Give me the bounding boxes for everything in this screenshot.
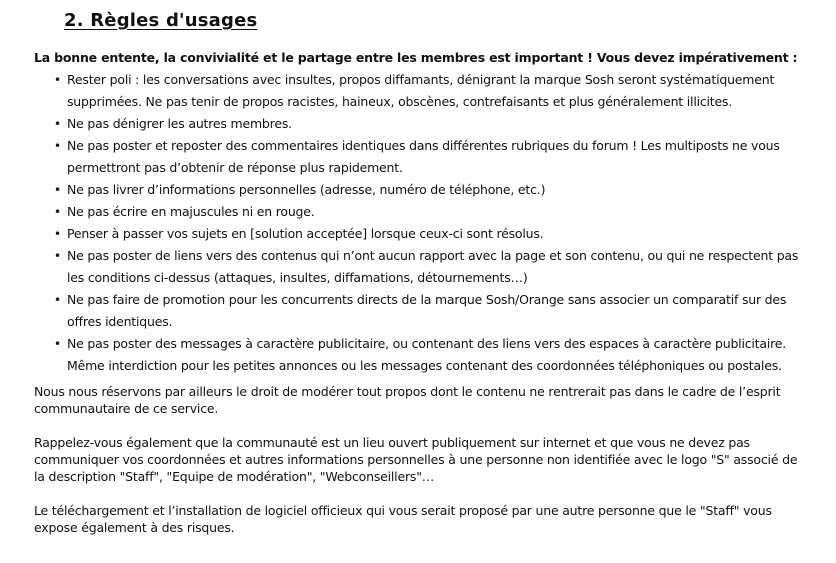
list-item xyxy=(34,289,806,333)
rule-text: Ne pas livrer d’informations personnelles (adresse, numéro de téléphone, etc.) xyxy=(67,182,546,197)
bullet-icon: • xyxy=(54,205,61,219)
rule-text: Ne pas poster de liens vers des contenus qui n’ont aucun rapport avec la page et son contenu, ou qui ne respectent pas les conditions ci-dessus (attaques, insultes, diffamations, détournements…) xyxy=(67,248,799,285)
rules-intro: La bonne entente, la convivialité et le partage entre les membres est important ! Vous devez impérativement : xyxy=(34,50,798,65)
rule-text: Ne pas poster et reposter des commentaires identiques dans différentes rubriques du forum ! Les multiposts ne vous permettront pas d’obtenir de réponse plus rapidement. xyxy=(67,138,780,175)
software-paragraph: Le téléchargement et l’installation de logiciel officieux qui vous serait proposé par une autre personne que le "Staff" vous expose également à des risques. xyxy=(34,503,772,535)
rule-text: Ne pas faire de promotion pour les concurrents directs de la marque Sosh/Orange sans associer un comparatif sur des offres identiques. xyxy=(67,292,787,329)
list-item xyxy=(34,179,806,201)
bullet-icon: • xyxy=(54,249,61,263)
bullet-icon: • xyxy=(54,117,61,131)
rule-text: Rester poli : les conversations avec insultes, propos diffamants, dénigrant la marque Sosh seront systématiquement supprimées. Ne pas tenir de propos racistes, haineux, obscènes, contrefaisants et plus généralement illicites. xyxy=(67,72,775,109)
rule-text: Ne pas écrire en majuscules ni en rouge. xyxy=(67,204,315,219)
privacy-paragraph: Rappelez-vous également que la communauté est un lieu ouvert publiquement sur internet et que vous ne devez pas communiquer vos coordonnées et autres informations personnelles à une personne non identifiée avec le logo "S" associé de la description "Staff", "Equipe de modération", "Webconseillers"… xyxy=(34,435,798,484)
list-item xyxy=(34,333,806,377)
section-title: 2. Règles d'usages xyxy=(64,10,258,31)
moderation-paragraph: Nous nous réservons par ailleurs le droit de modérer tout propos dont le contenu ne rentrerait pas dans le cadre de l’esprit communautaire de ce service. xyxy=(34,384,781,416)
list-item xyxy=(34,113,806,135)
list-item xyxy=(34,135,806,179)
rule-text: Penser à passer vos sujets en [solution acceptée] lorsque ceux-ci sont résolus. xyxy=(67,226,544,241)
rule-text: Ne pas poster des messages à caractère publicitaire, ou contenant des liens vers des espaces à caractère publicitaire. Même interdiction pour les petites annonces ou les messages contenant des coordonnées téléphoniques ou postales. xyxy=(67,336,787,373)
bullet-icon: • xyxy=(54,227,61,241)
list-item xyxy=(34,223,806,245)
bullet-icon: • xyxy=(54,73,61,87)
rules-list xyxy=(34,69,806,377)
bullet-icon: • xyxy=(54,337,61,351)
list-item xyxy=(34,245,806,289)
bullet-icon: • xyxy=(54,139,61,153)
list-item xyxy=(34,201,806,223)
bullet-icon: • xyxy=(54,293,61,307)
bullet-icon: • xyxy=(54,183,61,197)
list-item xyxy=(34,69,806,113)
rule-text: Ne pas dénigrer les autres membres. xyxy=(67,116,292,131)
